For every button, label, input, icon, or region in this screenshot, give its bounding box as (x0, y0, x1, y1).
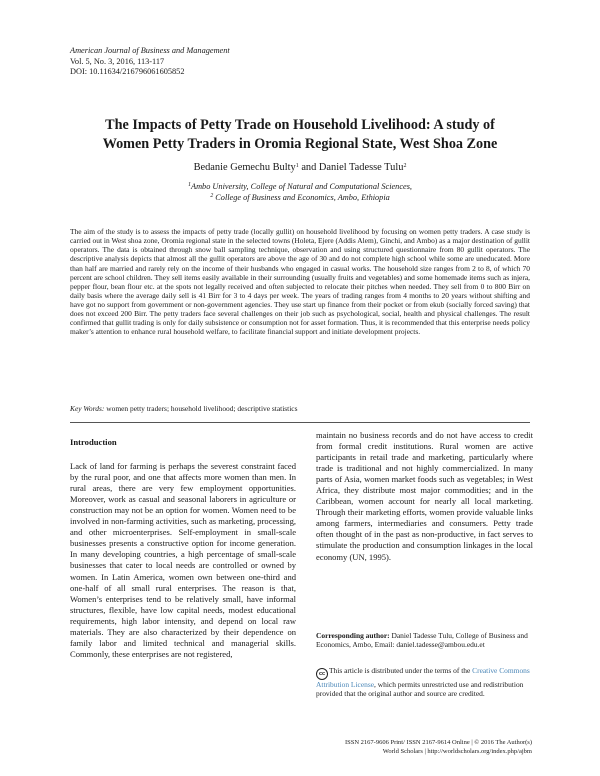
footer-issn: ISSN 2167-9606 Print/ ISSN 2167-9614 Online | © 2016 The Author(s) (344, 739, 532, 746)
affiliation-2 (60, 193, 540, 204)
author-1: Bedanie Gemechu Bulty (193, 162, 296, 173)
paper-title (60, 116, 540, 153)
creative-commons-icon: cc (316, 668, 328, 680)
author-1-affil-mark: 1 (295, 163, 299, 169)
journal-name: American Journal of Business and Management (70, 46, 230, 55)
author-2: Daniel Tadesse Tulu (318, 162, 404, 173)
license-text-pre: This article is distributed under the terms of the (329, 666, 473, 675)
affiliation-1 (60, 182, 540, 193)
license-text-post: , which permits unrestricted use and redistribution provided that the original author and source are credited. (316, 680, 524, 699)
journal-header (70, 46, 230, 78)
title-line-1: The Impacts of Petty Trade on Household Livelihood: A study of (105, 117, 495, 133)
journal-doi: DOI: 10.11634/216796061605852 (70, 67, 185, 77)
affiliations (60, 182, 540, 203)
keywords-label: Key Words: (70, 404, 105, 413)
corresponding-author-text: Daniel Tadesse Tulu, College of Business and Economics, Ambo, Email: daniel.tadesse@ambou.edu.et (316, 631, 530, 650)
section-divider (70, 422, 530, 423)
affiliation-2-mark: 2 (210, 192, 214, 199)
left-column (70, 437, 296, 660)
creative-commons-link[interactable]: Creative Commons Attribution License (316, 666, 530, 689)
journal-volume: Vol. 5, No. 3, 2016, 113-117 (70, 56, 165, 66)
keywords (70, 404, 530, 413)
affiliation-1-text: Ambo University, College of Natural and Computational Sciences, (191, 182, 412, 191)
intro-paragraph-1: Lack of land for farming is perhaps the severest constraint faced by the rural poor, and one that affects more women than men. In rural areas, there are very few employment opportunities. Moreover, work as casual and seasonal laborers in agriculture or construction may not be an option for women. Women need to be involved in non-farming activities, such as marketing, processing, and other microenterprises. Self-employment in small-scale businesses presents a constructive option for income generation. In many developing countries, a high percentage of small-scale businesses that cater to local needs are controlled or owned by women. In Latin America, women own between one-third and one-half of all small rural enterprises. The reason is that, Women’s enterprises tend to be relatively small, have informal structures, flexible, have low capital needs, modest educational requirements, high labor intensity, and depend on local raw materials. They are also characterized by their dependence on family labor and limited technical and managerial skills. Commonly, these enterprises are not registered, (70, 461, 296, 659)
affiliation-1-mark: 1 (188, 182, 191, 188)
right-column (316, 430, 533, 563)
corresponding-author-label: Corresponding author: (316, 631, 390, 640)
corresponding-author (316, 631, 533, 650)
author-conjunction: and (298, 162, 319, 173)
intro-paragraph-continued: maintain no business records and do not have access to credit from formal credit institutions. Rural women are active participants in retail trade and marketing, particularly where trade is traditional and not highly commercialized. In many parts of Asia, women market foods such as vegetables; in West Africa, they distribute most major commodities; and in the Caribbean, women account for nearly all local marketing. Through their marketing efforts, women provide valuable links among farmers, intermediaries and consumers. Petty trade often thought of in the past as non-productive, in fact serves to stimulate the production and consumption linkages in the local economy (UN, 1995). (316, 430, 533, 562)
affiliation-2-text: College of Business and Economics, Ambo, Ethiopia (213, 192, 390, 202)
author-2-affil-mark: 2 (403, 163, 407, 169)
abstract: The aim of the study is to assess the impacts of petty trade (locally gullit) on household livelihood by focusing on women petty traders. A case study is carried out in West shoa zone, Oromia regional state in the selected towns (Holeta, Ejere (Addis Alem), Ginchi, and Ambo) as a major destination of gullit operators. The data is obtained through snow ball sampling technique, observation and using structured questionnaire from 80 gullit operators. The descriptive analysis depicts that almost all the gullit operators are above the age of 30 and do not complete high school while some are uneducated. More than half are married and rarely rely on the income of their husbands who engaged in casual works. The household size ranges from 2 to 8, of which 70 percent are school children. They sell items easily available in their surrounding (usually fruits and vegetables) and some homemade items such as injera, pepper flour, bean flour etc. at the spots not legally received and often subjected to relocate their pitches when needed. They sell from 0 to 800 Birr on daily basis where the average daily sell is 41 Birr for 3 to 4 days per week. The years of trading ranges from 4 months to 20 years without shifting and have got no support from government or non-government agencies. They use start up finance from their pocket or from ekub (socially forced saving) that does not exceed 200 Birr. The petty traders face several challenges on their job such as psychological, social, health and physical challenges. The result confirmed that gullit trading is only for daily subsistence or consumption not for asset formation. Thus, it is recommended that this enterprise needs policy maker’s attention to enhance rural household welfare, to facilitate financial support and initiate development projects. (70, 227, 530, 337)
footer-publisher: World Scholars | http://worldscholars.org/index.php/ajbm (382, 748, 532, 755)
section-heading-introduction: Introduction (70, 437, 117, 447)
license-notice (316, 666, 533, 699)
title-line-2: Women Petty Traders in Oromia Regional State, West Shoa Zone (102, 135, 498, 152)
footer (345, 738, 532, 756)
keywords-text: women petty traders; household livelihood; descriptive statistics (104, 404, 298, 413)
author-list (60, 162, 540, 173)
